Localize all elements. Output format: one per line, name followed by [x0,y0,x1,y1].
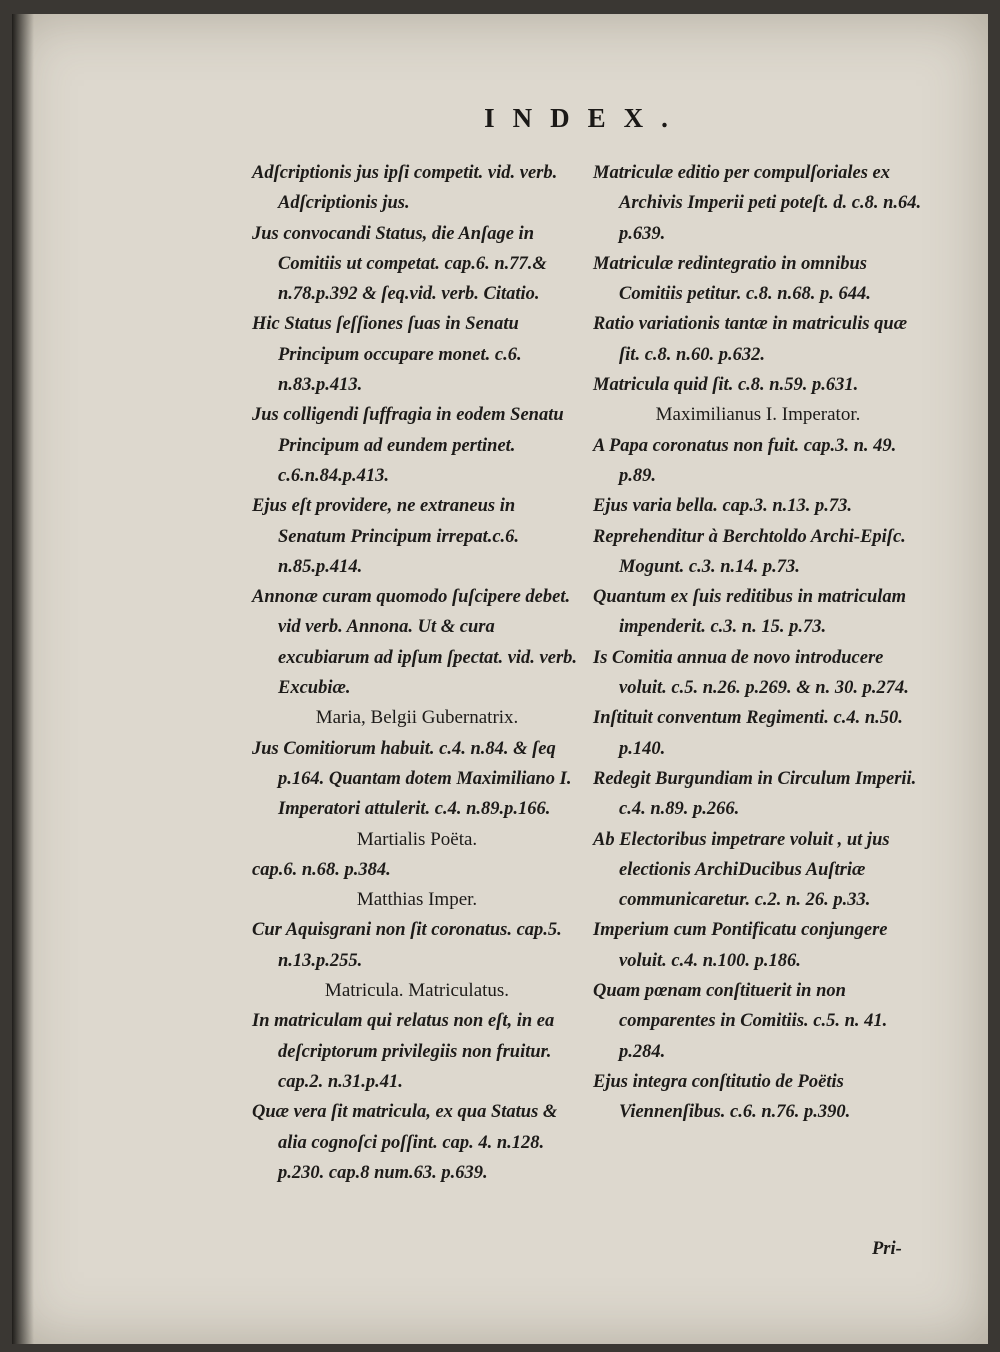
index-heading: Matthias Imper. [356,889,478,911]
index-entry: Hic Status ſeſſiones ſuas in Senatu Principum occupare monet. c.6. n.83.p.413. [252,314,522,396]
index-entry: Redegit Burgundiam in Circulum Imperii. c.4. n.89. p.266. [593,768,917,820]
index-entry: Ejus eſt providere, ne extraneus in Senatum Principum irrepat.c.6. n.85.p.414. [252,496,520,577]
index-entry: In matriculam qui relatus non eſt, in ea deſcriptorum privilegiis non fruitur. cap.2. n.31.p.41. [252,1011,555,1092]
index-heading: Maximilianus I. Imperator. [655,404,861,426]
index-entry: Annonæ curam quomodo ſuſcipere debet. vid verb. Annona. Ut & cura excubiarum ad ipſum ſpectat. vid. verb. Excubiæ. [252,587,578,699]
index-entry: Matricula quid ſit. c.8. n.59. p.631. [593,375,859,396]
index-entry: Quam pœnam conſtituerit in non comparentes in Comitiis. c.5. n. 41. p.284. [593,981,888,1062]
index-entry: Matriculæ editio per compulſoriales ex Archivis Imperii peti poteſt. d. c.8. n.64. p.639. [593,163,922,244]
index-entry: Ejus integra conſtitutio de Poëtis Viennenſibus. c.6. n.76. p.390. [593,1071,851,1123]
index-entry: Jus convocandi Status, die Anſage in Comitiis ut competat. cap.6. n.77.& n.78.p.392 & ſeq.vid. verb. Citatio. [252,223,547,305]
index-entry: Jus colligendi ſuffragia in eodem Senatu Principum ad eundem pertinet. c.6.n.84.p.413. [252,405,564,486]
index-entry: Quantum ex ſuis reditibus in matriculam impenderit. c.3. n. 15. p.73. [593,587,907,638]
index-entry: cap.6. n.68. p.384. [252,859,391,880]
index-heading: Martialis Poëta. [356,828,478,850]
catchword: Pri- [872,1239,902,1259]
index-heading: Maria, Belgii Gubernatrix. [315,707,519,729]
page-header: INDEX. [484,103,686,133]
index-entry: Reprehenditur à Berchtoldo Archi-Epiſc. Mogunt. c.3. n.14. p.73. [593,526,906,577]
index-entry: Ab Electoribus impetrare voluit , ut jus electionis ArchiDucibus Auſtriæ communicaretur. c.2. n. 26. p.33. [593,829,890,911]
index-entry: Ratio variationis tantæ in matriculis quæ ſit. c.8. n.60. p.632. [593,314,908,365]
binding-shadow [12,14,34,1344]
index-entry: Is Comitia annua de novo introducere voluit. c.5. n.26. p.269. & n. 30. p.274. [593,647,909,699]
index-entry: Inſtituit conventum Regimenti. c.4. n.50. p.140. [593,708,903,759]
right-column [593,158,923,1128]
index-entry: Cur Aquisgrani non ſit coronatus. cap.5. n.13.p.255. [252,920,562,971]
index-entry: Ejus varia bella. cap.3. n.13. p.73. [593,496,853,517]
index-entry: A Papa coronatus non fuit. cap.3. n. 49. p.89. [593,435,897,486]
index-entry: Adſcriptionis jus ipſi competit. vid. verb. Adſcriptionis jus. [252,163,558,214]
index-entry: Imperium cum Pontificatu conjungere voluit. c.4. n.100. p.186. [593,920,888,971]
index-entry: Quæ vera ſit matricula, ex qua Status & alia cognoſci poſſint. cap. 4. n.128. p.230. cap.8 num.63. p.639. [252,1102,558,1183]
index-entry: Matriculæ redintegratio in omnibus Comitiis petitur. c.8. n.68. p. 644. [593,253,871,305]
index-entry: Jus Comitiorum habuit. c.4. n.84. & ſeq p.164. Quantam dotem Maximiliano I. Imperatori attulerit. c.4. n.89.p.166. [252,738,572,820]
left-column [252,158,582,1188]
index-heading: Matricula. Matriculatus. [324,980,510,1002]
